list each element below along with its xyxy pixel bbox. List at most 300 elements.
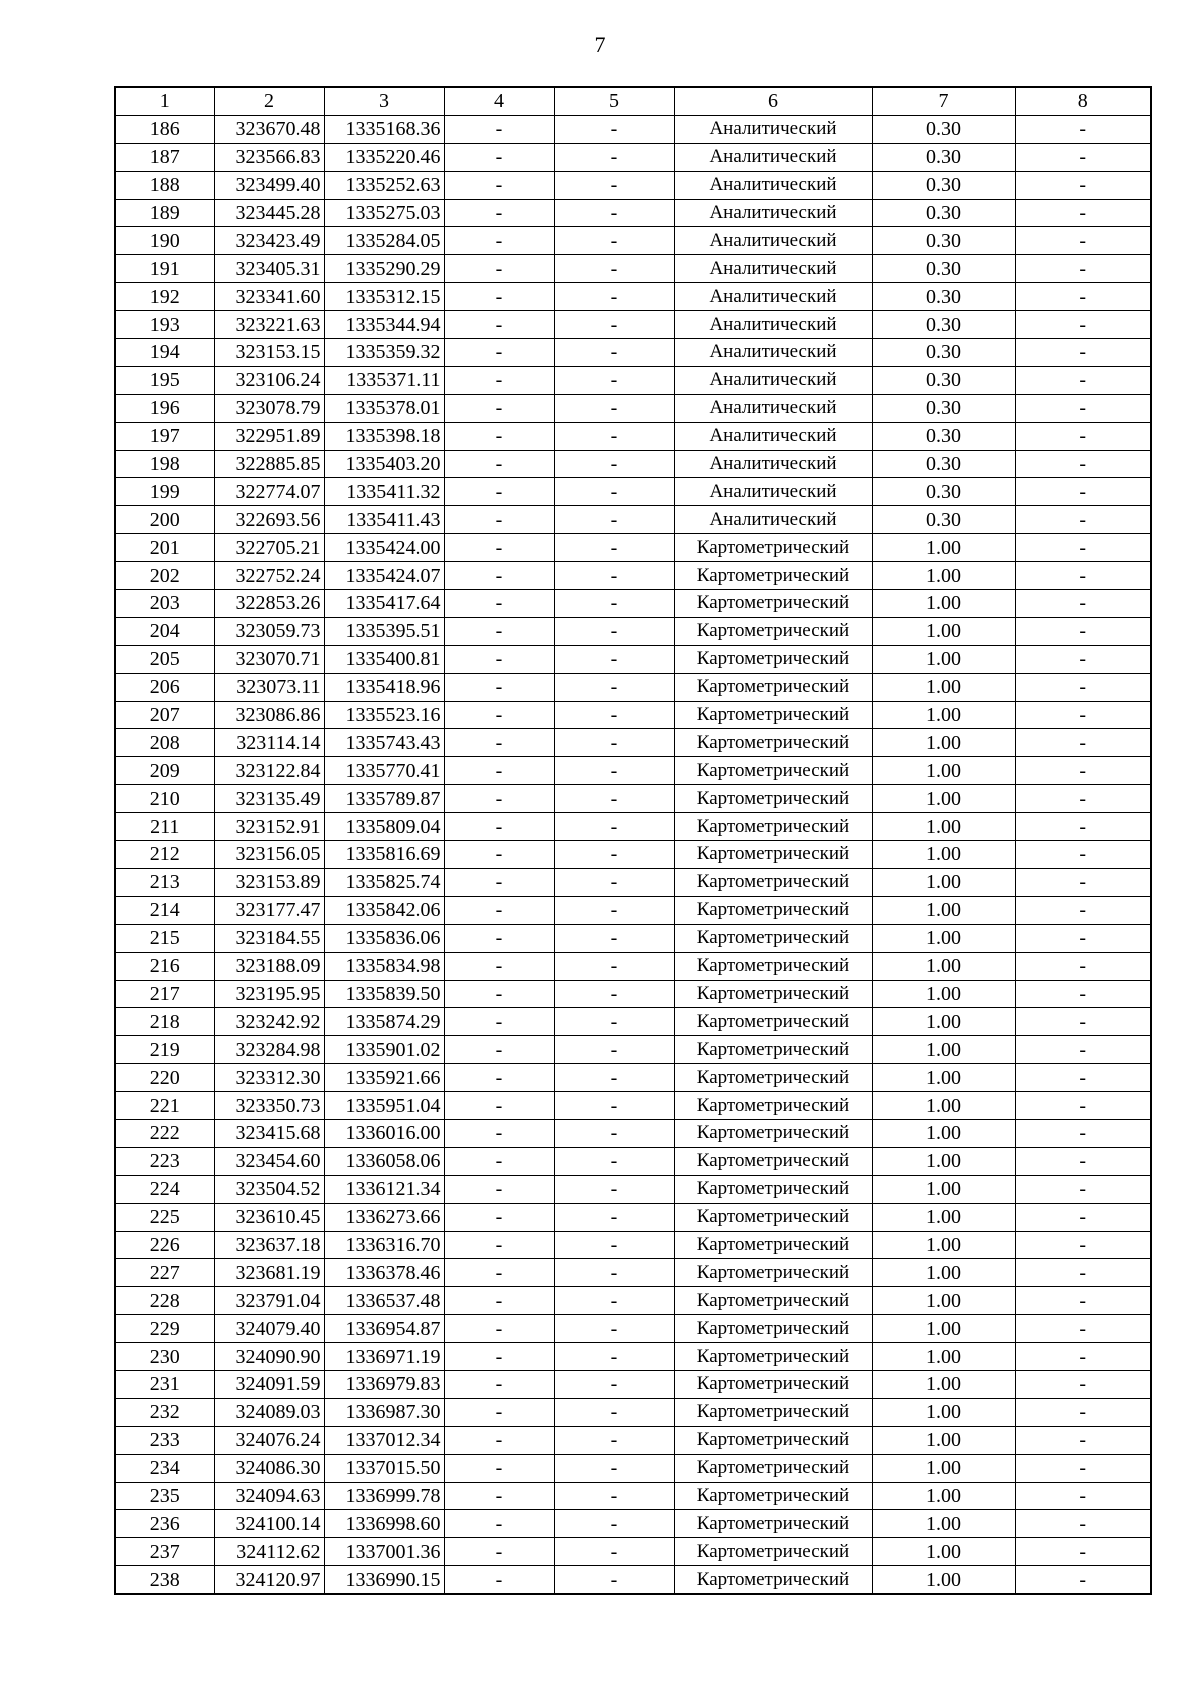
x-coordinate-cell: 323114.14 [214, 729, 324, 757]
y-coordinate-cell: 1336016.00 [324, 1119, 444, 1147]
point-number-cell: 204 [115, 617, 214, 645]
point-number-cell: 218 [115, 1008, 214, 1036]
coordinates-table [114, 86, 1152, 1595]
column-8-cell: - [1015, 1315, 1151, 1343]
point-number-cell: 230 [115, 1343, 214, 1371]
column-8-cell: - [1015, 1426, 1151, 1454]
method-cell: Картометрический [674, 924, 872, 952]
method-cell: Картометрический [674, 896, 872, 924]
column-8-cell: - [1015, 450, 1151, 478]
y-coordinate-cell: 1335921.66 [324, 1064, 444, 1092]
x-coordinate-cell: 323188.09 [214, 952, 324, 980]
column-5-cell: - [554, 729, 674, 757]
table-row [115, 1036, 1151, 1064]
accuracy-cell: 1.00 [872, 1064, 1015, 1092]
point-number-cell: 211 [115, 813, 214, 841]
accuracy-cell: 0.30 [872, 255, 1015, 283]
x-coordinate-cell: 323153.89 [214, 868, 324, 896]
y-coordinate-cell: 1335411.43 [324, 506, 444, 534]
column-8-cell: - [1015, 478, 1151, 506]
point-number-cell: 212 [115, 841, 214, 869]
point-number-cell: 232 [115, 1398, 214, 1426]
column-4-cell: - [444, 980, 554, 1008]
column-4-cell: - [444, 1259, 554, 1287]
column-5-cell: - [554, 1538, 674, 1566]
y-coordinate-cell: 1335809.04 [324, 813, 444, 841]
y-coordinate-cell: 1335418.96 [324, 673, 444, 701]
accuracy-cell: 0.30 [872, 366, 1015, 394]
column-4-cell: - [444, 757, 554, 785]
method-cell: Аналитический [674, 422, 872, 450]
y-coordinate-cell: 1337001.36 [324, 1538, 444, 1566]
method-cell: Картометрический [674, 1315, 872, 1343]
column-4-cell: - [444, 562, 554, 590]
column-5-cell: - [554, 478, 674, 506]
method-cell: Картометрический [674, 1147, 872, 1175]
y-coordinate-cell: 1335168.36 [324, 115, 444, 143]
y-coordinate-cell: 1335411.32 [324, 478, 444, 506]
method-cell: Аналитический [674, 255, 872, 283]
y-coordinate-cell: 1336058.06 [324, 1147, 444, 1175]
column-8-cell: - [1015, 1510, 1151, 1538]
point-number-cell: 238 [115, 1566, 214, 1594]
accuracy-cell: 1.00 [872, 1454, 1015, 1482]
accuracy-cell: 1.00 [872, 1426, 1015, 1454]
method-cell: Картометрический [674, 1259, 872, 1287]
column-5-cell: - [554, 311, 674, 339]
column-5-cell: - [554, 1092, 674, 1120]
column-8-cell: - [1015, 1454, 1151, 1482]
column-4-cell: - [444, 1064, 554, 1092]
x-coordinate-cell: 323566.83 [214, 143, 324, 171]
accuracy-cell: 1.00 [872, 1566, 1015, 1594]
accuracy-cell: 0.30 [872, 450, 1015, 478]
table-row [115, 422, 1151, 450]
x-coordinate-cell: 324100.14 [214, 1510, 324, 1538]
column-4-cell: - [444, 617, 554, 645]
column-4-cell: - [444, 1343, 554, 1371]
x-coordinate-cell: 323086.86 [214, 701, 324, 729]
column-5-cell: - [554, 1175, 674, 1203]
y-coordinate-cell: 1336999.78 [324, 1482, 444, 1510]
y-coordinate-cell: 1335874.29 [324, 1008, 444, 1036]
column-5-cell: - [554, 1231, 674, 1259]
y-coordinate-cell: 1335951.04 [324, 1092, 444, 1120]
point-number-cell: 236 [115, 1510, 214, 1538]
x-coordinate-cell: 324091.59 [214, 1370, 324, 1398]
y-coordinate-cell: 1335743.43 [324, 729, 444, 757]
column-8-cell: - [1015, 311, 1151, 339]
column-4-cell: - [444, 673, 554, 701]
method-cell: Картометрический [674, 729, 872, 757]
column-4-cell: - [444, 1175, 554, 1203]
x-coordinate-cell: 324076.24 [214, 1426, 324, 1454]
column-8-cell: - [1015, 1175, 1151, 1203]
table-row [115, 980, 1151, 1008]
method-cell: Картометрический [674, 1175, 872, 1203]
column-5-cell: - [554, 952, 674, 980]
y-coordinate-cell: 1335770.41 [324, 757, 444, 785]
column-4-cell: - [444, 199, 554, 227]
column-8-cell: - [1015, 199, 1151, 227]
table-row [115, 1398, 1151, 1426]
table-row [115, 115, 1151, 143]
column-4-cell: - [444, 645, 554, 673]
x-coordinate-cell: 324079.40 [214, 1315, 324, 1343]
y-coordinate-cell: 1335523.16 [324, 701, 444, 729]
column-8-cell: - [1015, 1119, 1151, 1147]
table-row [115, 1231, 1151, 1259]
y-coordinate-cell: 1335400.81 [324, 645, 444, 673]
point-number-cell: 201 [115, 534, 214, 562]
x-coordinate-cell: 323415.68 [214, 1119, 324, 1147]
column-8-cell: - [1015, 366, 1151, 394]
column-4-cell: - [444, 1454, 554, 1482]
y-coordinate-cell: 1337015.50 [324, 1454, 444, 1482]
column-5-cell: - [554, 757, 674, 785]
column-8-cell: - [1015, 1538, 1151, 1566]
column-8-cell: - [1015, 255, 1151, 283]
column-4-cell: - [444, 1008, 554, 1036]
method-cell: Картометрический [674, 1287, 872, 1315]
table-header-row [115, 87, 1151, 115]
column-4-cell: - [444, 143, 554, 171]
x-coordinate-cell: 322885.85 [214, 450, 324, 478]
x-coordinate-cell: 323350.73 [214, 1092, 324, 1120]
accuracy-cell: 0.30 [872, 339, 1015, 367]
table-row [115, 339, 1151, 367]
column-4-cell: - [444, 422, 554, 450]
point-number-cell: 198 [115, 450, 214, 478]
accuracy-cell: 1.00 [872, 785, 1015, 813]
accuracy-cell: 1.00 [872, 1008, 1015, 1036]
column-8-cell: - [1015, 673, 1151, 701]
column-4-cell: - [444, 1482, 554, 1510]
column-8-cell: - [1015, 562, 1151, 590]
table-row [115, 1370, 1151, 1398]
table-row [115, 645, 1151, 673]
y-coordinate-cell: 1335816.69 [324, 841, 444, 869]
column-8-cell: - [1015, 227, 1151, 255]
x-coordinate-cell: 323106.24 [214, 366, 324, 394]
table-row [115, 1259, 1151, 1287]
column-8-cell: - [1015, 757, 1151, 785]
x-coordinate-cell: 323221.63 [214, 311, 324, 339]
column-5-cell: - [554, 115, 674, 143]
column-4-cell: - [444, 339, 554, 367]
column-4-cell: - [444, 896, 554, 924]
table-row [115, 562, 1151, 590]
table-row [115, 952, 1151, 980]
table-row [115, 924, 1151, 952]
x-coordinate-cell: 323156.05 [214, 841, 324, 869]
method-cell: Картометрический [674, 1343, 872, 1371]
y-coordinate-cell: 1336954.87 [324, 1315, 444, 1343]
column-header-2: 2 [214, 87, 324, 115]
method-cell: Аналитический [674, 506, 872, 534]
column-5-cell: - [554, 1426, 674, 1454]
method-cell: Картометрический [674, 841, 872, 869]
point-number-cell: 226 [115, 1231, 214, 1259]
column-4-cell: - [444, 1203, 554, 1231]
column-8-cell: - [1015, 422, 1151, 450]
method-cell: Аналитический [674, 478, 872, 506]
x-coordinate-cell: 324086.30 [214, 1454, 324, 1482]
column-header-3: 3 [324, 87, 444, 115]
column-5-cell: - [554, 1454, 674, 1482]
method-cell: Картометрический [674, 617, 872, 645]
accuracy-cell: 0.30 [872, 311, 1015, 339]
table-row [115, 450, 1151, 478]
y-coordinate-cell: 1335417.64 [324, 590, 444, 618]
y-coordinate-cell: 1335901.02 [324, 1036, 444, 1064]
method-cell: Картометрический [674, 1064, 872, 1092]
column-5-cell: - [554, 199, 674, 227]
table-row [115, 1315, 1151, 1343]
method-cell: Картометрический [674, 1092, 872, 1120]
y-coordinate-cell: 1335378.01 [324, 394, 444, 422]
method-cell: Картометрический [674, 1203, 872, 1231]
table-row [115, 283, 1151, 311]
column-4-cell: - [444, 1119, 554, 1147]
point-number-cell: 235 [115, 1482, 214, 1510]
accuracy-cell: 1.00 [872, 562, 1015, 590]
point-number-cell: 193 [115, 311, 214, 339]
table-row [115, 1426, 1151, 1454]
column-8-cell: - [1015, 1036, 1151, 1064]
column-4-cell: - [444, 729, 554, 757]
y-coordinate-cell: 1336121.34 [324, 1175, 444, 1203]
method-cell: Аналитический [674, 283, 872, 311]
column-5-cell: - [554, 924, 674, 952]
x-coordinate-cell: 324120.97 [214, 1566, 324, 1594]
point-number-cell: 222 [115, 1119, 214, 1147]
x-coordinate-cell: 322774.07 [214, 478, 324, 506]
table-row [115, 478, 1151, 506]
column-8-cell: - [1015, 1203, 1151, 1231]
column-5-cell: - [554, 1119, 674, 1147]
method-cell: Картометрический [674, 1538, 872, 1566]
column-8-cell: - [1015, 1231, 1151, 1259]
y-coordinate-cell: 1335842.06 [324, 896, 444, 924]
point-number-cell: 237 [115, 1538, 214, 1566]
column-4-cell: - [444, 1287, 554, 1315]
point-number-cell: 225 [115, 1203, 214, 1231]
point-number-cell: 195 [115, 366, 214, 394]
method-cell: Картометрический [674, 1566, 872, 1594]
column-4-cell: - [444, 1315, 554, 1343]
column-5-cell: - [554, 1510, 674, 1538]
column-8-cell: - [1015, 896, 1151, 924]
x-coordinate-cell: 323681.19 [214, 1259, 324, 1287]
method-cell: Картометрический [674, 952, 872, 980]
accuracy-cell: 1.00 [872, 1259, 1015, 1287]
method-cell: Аналитический [674, 311, 872, 339]
column-8-cell: - [1015, 1008, 1151, 1036]
accuracy-cell: 0.30 [872, 171, 1015, 199]
x-coordinate-cell: 323177.47 [214, 896, 324, 924]
method-cell: Картометрический [674, 1370, 872, 1398]
column-4-cell: - [444, 1566, 554, 1594]
point-number-cell: 219 [115, 1036, 214, 1064]
point-number-cell: 203 [115, 590, 214, 618]
table-row [115, 813, 1151, 841]
y-coordinate-cell: 1335312.15 [324, 283, 444, 311]
column-5-cell: - [554, 1287, 674, 1315]
table-row [115, 1203, 1151, 1231]
method-cell: Картометрический [674, 1036, 872, 1064]
method-cell: Картометрический [674, 1008, 872, 1036]
accuracy-cell: 1.00 [872, 924, 1015, 952]
column-header-6: 6 [674, 87, 872, 115]
table-row [115, 311, 1151, 339]
y-coordinate-cell: 1337012.34 [324, 1426, 444, 1454]
column-5-cell: - [554, 366, 674, 394]
accuracy-cell: 1.00 [872, 757, 1015, 785]
x-coordinate-cell: 323610.45 [214, 1203, 324, 1231]
column-5-cell: - [554, 143, 674, 171]
method-cell: Картометрический [674, 645, 872, 673]
accuracy-cell: 1.00 [872, 617, 1015, 645]
accuracy-cell: 1.00 [872, 841, 1015, 869]
column-5-cell: - [554, 255, 674, 283]
column-8-cell: - [1015, 1064, 1151, 1092]
point-number-cell: 213 [115, 868, 214, 896]
point-number-cell: 227 [115, 1259, 214, 1287]
method-cell: Аналитический [674, 227, 872, 255]
accuracy-cell: 1.00 [872, 729, 1015, 757]
point-number-cell: 208 [115, 729, 214, 757]
column-4-cell: - [444, 1092, 554, 1120]
y-coordinate-cell: 1335825.74 [324, 868, 444, 896]
column-4-cell: - [444, 1147, 554, 1175]
y-coordinate-cell: 1335424.07 [324, 562, 444, 590]
column-4-cell: - [444, 283, 554, 311]
method-cell: Аналитический [674, 394, 872, 422]
column-5-cell: - [554, 896, 674, 924]
y-coordinate-cell: 1335275.03 [324, 199, 444, 227]
x-coordinate-cell: 324090.90 [214, 1343, 324, 1371]
x-coordinate-cell: 322693.56 [214, 506, 324, 534]
accuracy-cell: 1.00 [872, 813, 1015, 841]
column-8-cell: - [1015, 952, 1151, 980]
y-coordinate-cell: 1335284.05 [324, 227, 444, 255]
accuracy-cell: 0.30 [872, 115, 1015, 143]
table-row [115, 366, 1151, 394]
x-coordinate-cell: 323122.84 [214, 757, 324, 785]
y-coordinate-cell: 1335839.50 [324, 980, 444, 1008]
table-row [115, 1454, 1151, 1482]
column-5-cell: - [554, 617, 674, 645]
x-coordinate-cell: 322853.26 [214, 590, 324, 618]
point-number-cell: 224 [115, 1175, 214, 1203]
column-8-cell: - [1015, 1566, 1151, 1594]
column-5-cell: - [554, 450, 674, 478]
x-coordinate-cell: 323445.28 [214, 199, 324, 227]
point-number-cell: 202 [115, 562, 214, 590]
accuracy-cell: 0.30 [872, 394, 1015, 422]
method-cell: Картометрический [674, 980, 872, 1008]
accuracy-cell: 1.00 [872, 1370, 1015, 1398]
accuracy-cell: 0.30 [872, 478, 1015, 506]
table-row [115, 143, 1151, 171]
column-8-cell: - [1015, 506, 1151, 534]
point-number-cell: 229 [115, 1315, 214, 1343]
method-cell: Картометрический [674, 701, 872, 729]
column-5-cell: - [554, 422, 674, 450]
method-cell: Картометрический [674, 813, 872, 841]
column-8-cell: - [1015, 590, 1151, 618]
table-row [115, 199, 1151, 227]
accuracy-cell: 1.00 [872, 1398, 1015, 1426]
accuracy-cell: 1.00 [872, 1343, 1015, 1371]
x-coordinate-cell: 323504.52 [214, 1175, 324, 1203]
y-coordinate-cell: 1336987.30 [324, 1398, 444, 1426]
column-8-cell: - [1015, 171, 1151, 199]
table-row [115, 1510, 1151, 1538]
accuracy-cell: 1.00 [872, 952, 1015, 980]
column-4-cell: - [444, 813, 554, 841]
column-8-cell: - [1015, 645, 1151, 673]
column-8-cell: - [1015, 841, 1151, 869]
column-4-cell: - [444, 1231, 554, 1259]
column-8-cell: - [1015, 924, 1151, 952]
column-8-cell: - [1015, 813, 1151, 841]
accuracy-cell: 0.30 [872, 283, 1015, 311]
column-5-cell: - [554, 645, 674, 673]
y-coordinate-cell: 1335371.11 [324, 366, 444, 394]
x-coordinate-cell: 323059.73 [214, 617, 324, 645]
table-row [115, 1008, 1151, 1036]
accuracy-cell: 0.30 [872, 143, 1015, 171]
accuracy-cell: 1.00 [872, 1036, 1015, 1064]
column-4-cell: - [444, 924, 554, 952]
accuracy-cell: 1.00 [872, 1287, 1015, 1315]
table-row [115, 1343, 1151, 1371]
column-header-4: 4 [444, 87, 554, 115]
x-coordinate-cell: 323152.91 [214, 813, 324, 841]
x-coordinate-cell: 323637.18 [214, 1231, 324, 1259]
method-cell: Картометрический [674, 1482, 872, 1510]
column-4-cell: - [444, 1426, 554, 1454]
column-4-cell: - [444, 478, 554, 506]
x-coordinate-cell: 323195.95 [214, 980, 324, 1008]
accuracy-cell: 1.00 [872, 1147, 1015, 1175]
column-8-cell: - [1015, 868, 1151, 896]
column-5-cell: - [554, 534, 674, 562]
accuracy-cell: 1.00 [872, 1231, 1015, 1259]
column-5-cell: - [554, 1315, 674, 1343]
column-8-cell: - [1015, 1092, 1151, 1120]
column-8-cell: - [1015, 1343, 1151, 1371]
x-coordinate-cell: 323242.92 [214, 1008, 324, 1036]
column-5-cell: - [554, 562, 674, 590]
x-coordinate-cell: 323423.49 [214, 227, 324, 255]
column-5-cell: - [554, 283, 674, 311]
accuracy-cell: 1.00 [872, 1510, 1015, 1538]
x-coordinate-cell: 323312.30 [214, 1064, 324, 1092]
accuracy-cell: 1.00 [872, 1092, 1015, 1120]
point-number-cell: 216 [115, 952, 214, 980]
column-5-cell: - [554, 1398, 674, 1426]
column-5-cell: - [554, 980, 674, 1008]
y-coordinate-cell: 1336998.60 [324, 1510, 444, 1538]
point-number-cell: 196 [115, 394, 214, 422]
point-number-cell: 233 [115, 1426, 214, 1454]
x-coordinate-cell: 324112.62 [214, 1538, 324, 1566]
y-coordinate-cell: 1335220.46 [324, 143, 444, 171]
x-coordinate-cell: 323184.55 [214, 924, 324, 952]
